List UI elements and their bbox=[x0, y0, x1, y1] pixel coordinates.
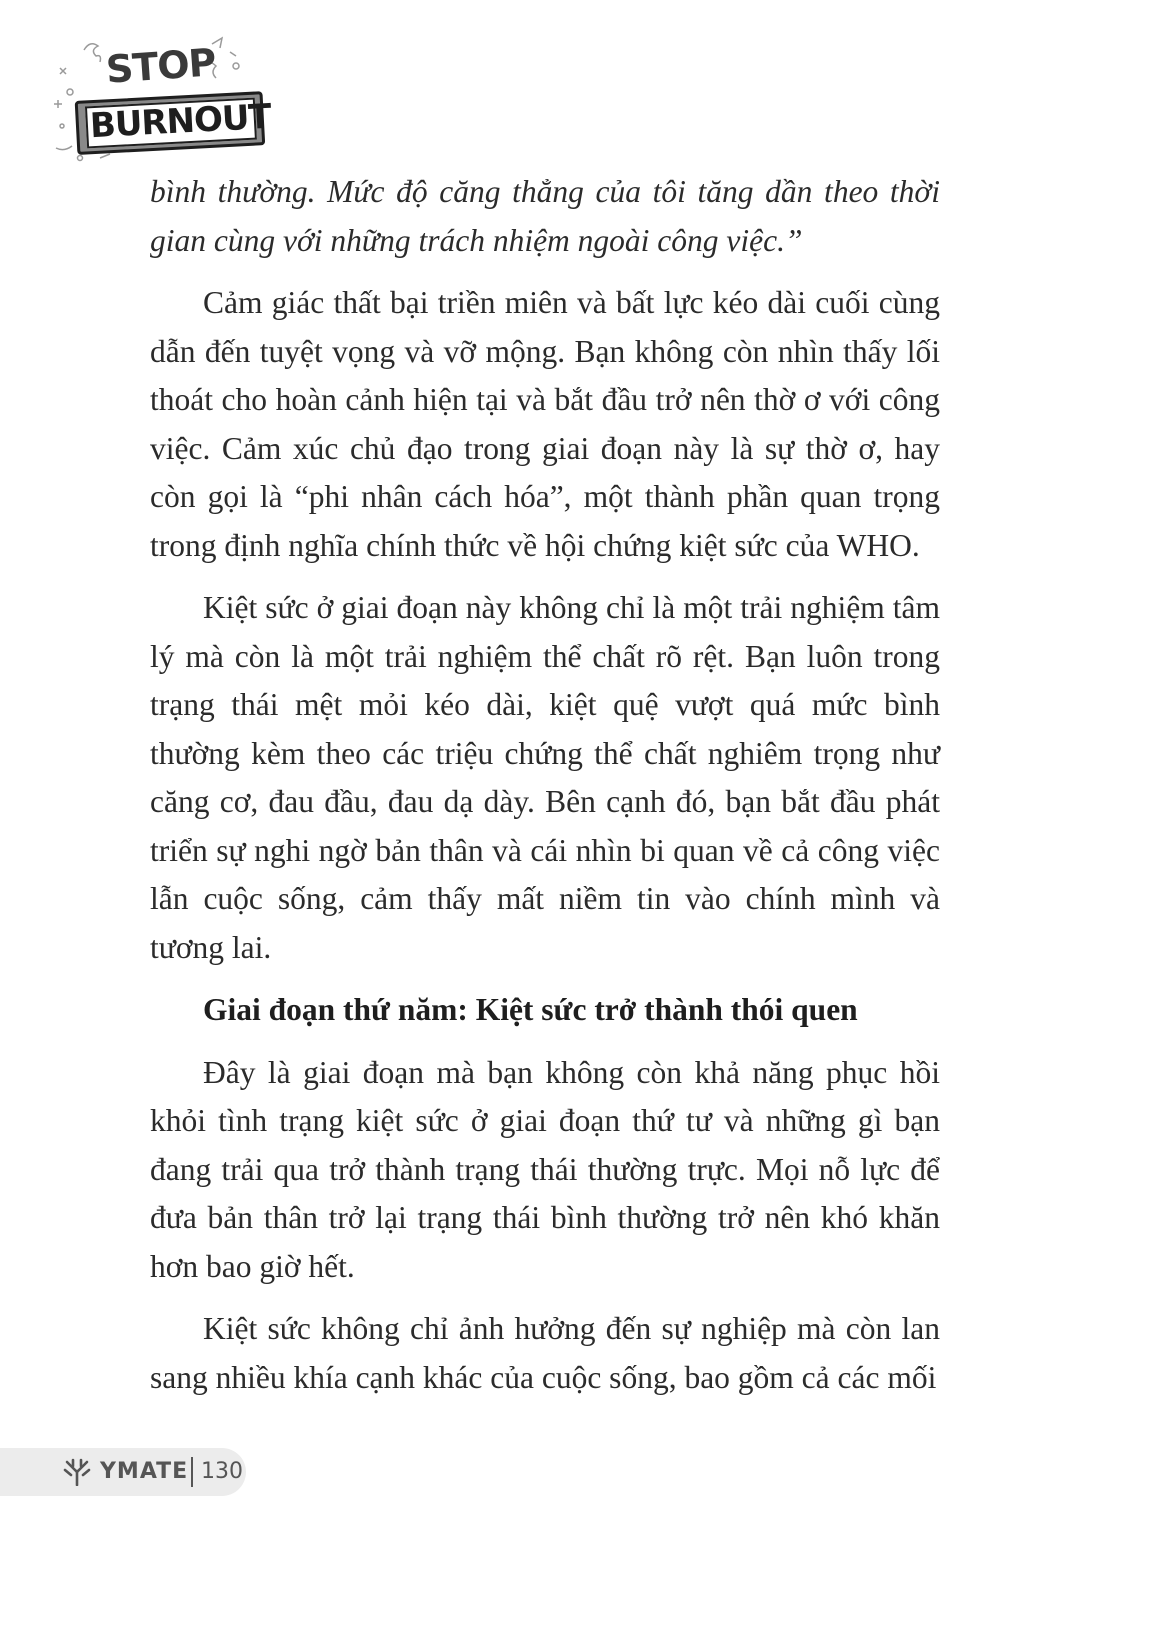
logo-burnout-text: BURNOUT bbox=[88, 96, 272, 147]
ymate-logo-icon bbox=[62, 1458, 92, 1491]
quote-continuation: bình thường. Mức độ căng thẳng của tôi tăng dần theo thời gian cùng với những trách nhiệm ngoài công việc.” bbox=[150, 174, 940, 258]
paragraph: Kiệt sức không chỉ ảnh hưởng đến sự nghiệp mà còn lan sang nhiều khía cạnh khác của cuộc sống, bao gồm cả các mối bbox=[150, 1311, 940, 1395]
paragraph: Cảm giác thất bại triền miên và bất lực kéo dài cuối cùng dẫn đến tuyệt vọng và vỡ mộng. Bạn không còn nhìn thấy lối thoát cho hoàn cảnh hiện tại và bắt đầu trở nên thờ ơ với công việc. Cảm xúc chủ đạo trong giai đoạn này là sự thờ ơ, hay còn gọi là “phi nhân cách hóa”, một thành phần quan trọng trong định nghĩa chính thức về hội chứng kiệt sức của WHO. bbox=[150, 285, 940, 563]
publisher-brand: YMATE bbox=[100, 1459, 189, 1484]
page-number: 130 bbox=[201, 1459, 243, 1484]
stop-burnout-logo bbox=[40, 30, 280, 170]
logo-burnout-badge bbox=[75, 91, 272, 157]
section-heading: Giai đoạn thứ năm: Kiệt sức trở thành thói quen bbox=[203, 992, 858, 1027]
paragraph: Kiệt sức ở giai đoạn này không chỉ là một trải nghiệm tâm lý mà còn là một trải nghiệm thể chất rõ rệt. Bạn luôn trong trạng thái mệt mỏi kéo dài, kiệt quệ vượt quá mức bình thường kèm theo các triệu chứng thể chất nghiêm trọng như căng cơ, đau đầu, đau dạ dày. Bên cạnh đó, bạn bắt đầu phát triển sự nghi ngờ bản thân và cái nhìn bi quan về cả công việc lẫn cuộc sống, cảm thấy mất niềm tin vào chính mình và tương lai. bbox=[150, 590, 940, 965]
paragraph: Đây là giai đoạn mà bạn không còn khả năng phục hồi khỏi tình trạng kiệt sức ở giai đoạn thứ tư và những gì bạn đang trải qua trở thành trạng thái thường trực. Mọi nỗ lực để đưa bản thân trở lại trạng thái bình thường trở nên khó khăn hơn bao giờ hết. bbox=[150, 1054, 940, 1284]
page-body bbox=[150, 168, 940, 1416]
logo-stop-text: STOP bbox=[104, 40, 217, 92]
page-footer bbox=[0, 1448, 246, 1496]
footer-divider bbox=[191, 1457, 193, 1487]
